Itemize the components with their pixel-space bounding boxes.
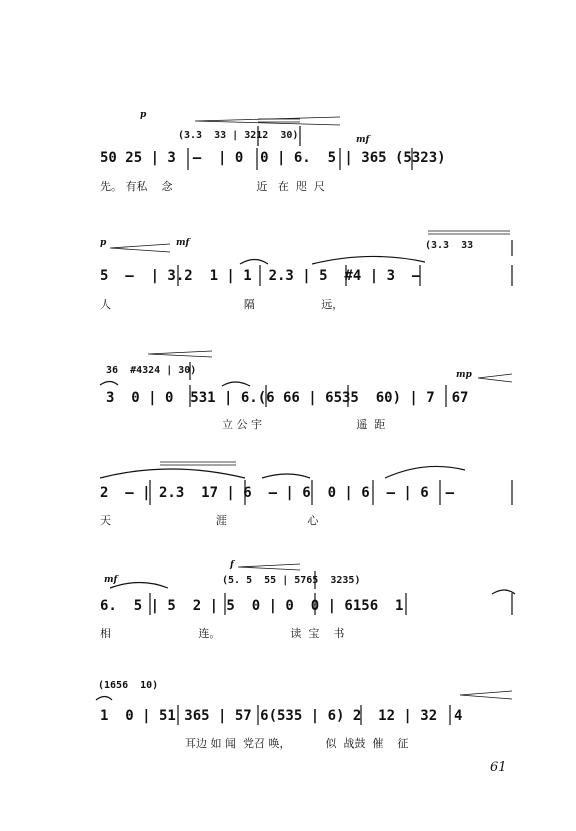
intro-phrase: (3.3 33 — [425, 240, 474, 251]
lyric-line: 立 公 宇 遥 距 — [222, 418, 386, 431]
lyric-line: 先。 有私 念 近 在 咫 尺 — [100, 180, 325, 193]
lyric-line: 天 涯 心 — [100, 514, 319, 527]
dynamic-mark: mp — [456, 370, 472, 380]
dynamic-mark: f — [230, 560, 234, 570]
notation-line: 3 0 | 0 531 | 6.(6 66 | 6535 60) | 7 67 — [106, 390, 469, 406]
notation-line: 2 — | 2.3 17 | 6 — | 6 0 | 6 — | 6 — — [100, 485, 455, 501]
dynamic-mark: p — [100, 238, 107, 248]
dynamic-mark: mf — [176, 238, 190, 248]
lyric-line: 耳边 如 闻 党召 唤， 似 战鼓 催 征 — [185, 737, 409, 750]
intro-phrase: (1656 10) — [98, 680, 159, 691]
notation-line: 5 — | 3.2 1 | 1 2.3 | 5 #4 | 3 — — [100, 268, 421, 284]
notation-line: 6. 5 | 5 2 | 5 0 | 0 0 | 6156 1 — [100, 598, 404, 614]
intro-phrase: 36 #4324 | 30) — [106, 365, 197, 376]
intro-phrase: (5. 5 55 | 5765 3235) — [222, 575, 361, 586]
notation-line: 1 0 | 51 365 | 57 6(535 | 6) 2 12 | 32 4 — [100, 708, 463, 724]
dynamic-mark: p — [140, 110, 147, 120]
notation-line: 50 25 | 3 — | 0 0 | 6. 5 | 365 (5323) — [100, 150, 446, 166]
page-number: 61 — [490, 760, 507, 775]
dynamic-mark: mf — [356, 135, 370, 145]
lyric-line: 相 连。 读 宝 书 — [100, 627, 345, 640]
intro-phrase: (3.3 33 | 3212 30) — [178, 130, 299, 141]
dynamic-mark: mf — [104, 575, 118, 585]
lyric-line: 人 隔 远， — [100, 298, 344, 311]
